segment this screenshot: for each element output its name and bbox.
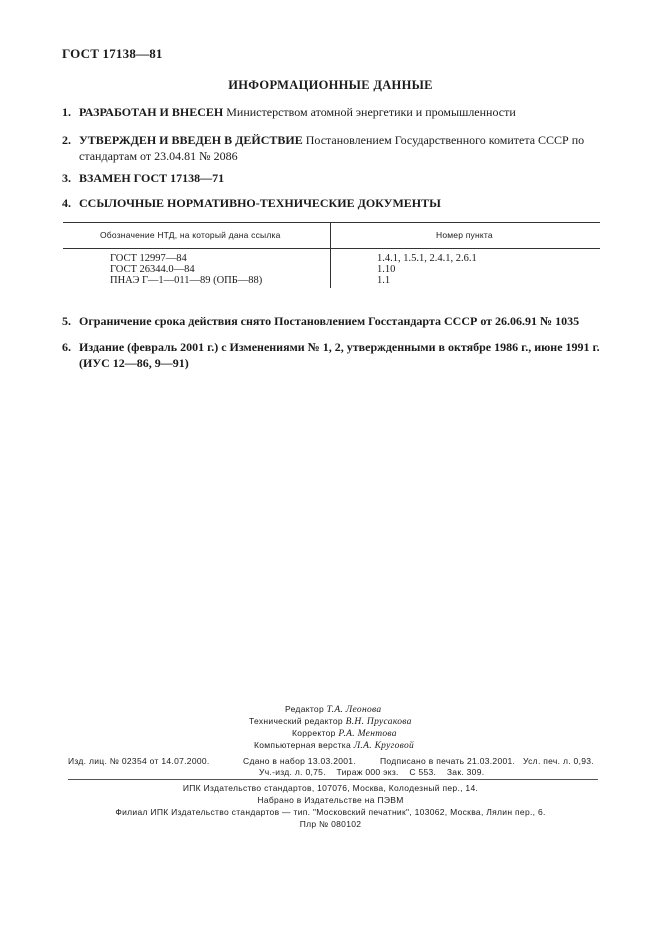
list-item <box>62 170 224 186</box>
item-number: 1. <box>62 105 71 119</box>
item-continuation: (ИУС 12—86, 9—91) <box>79 356 189 370</box>
credit-role: Компьютерная верстка <box>254 740 352 750</box>
list-item <box>62 339 600 371</box>
item-text: Постановлением Государственного комитета СССР по <box>302 133 585 147</box>
credit-line <box>285 704 381 715</box>
item-number: 2. <box>62 133 71 147</box>
credit-name: Р.А. Ментова <box>338 729 397 739</box>
imprint-sheets: Усл. печ. л. 0,93. <box>523 756 594 766</box>
credit-name: Л.А. Круговой <box>353 741 415 751</box>
item-text: Издание (февраль 2001 г.) с Изменениями № 1, 2, утвержденными в октябре 1986 г., июне 1991 г. <box>79 340 600 354</box>
item-continuation: стандартам от 23.04.81 № 2086 <box>79 149 238 163</box>
item-lead: УТВЕРЖДЕН И ВВЕДЕН В ДЕЙСТВИЕ <box>79 133 303 147</box>
item-number: 4. <box>62 196 71 210</box>
table-header-clause: Номер пункта <box>436 230 493 240</box>
table-cell: ПНАЭ Г—1—011—89 (ОПБ—88) <box>110 275 263 286</box>
credit-role: Технический редактор <box>249 716 343 726</box>
document-code: ГОСТ 17138—81 <box>62 46 163 61</box>
imprint-license: Изд. лиц. № 02354 от 14.07.2000. <box>68 756 210 766</box>
credit-line <box>292 728 397 739</box>
imprint-rule <box>68 779 598 780</box>
list-item <box>62 195 441 211</box>
imprint-publisher: ИПК Издательство стандартов, 107076, Москва, Колодезный пер., 14. <box>182 783 479 793</box>
section-title: ИНФОРМАЦИОННЫЕ ДАННЫЕ <box>228 78 433 92</box>
table-column-divider <box>330 222 331 288</box>
credit-name: В.Н. Прусакова <box>345 717 412 727</box>
credit-line <box>249 716 412 727</box>
item-text: Министерством атомной энергетики и промышленности <box>223 105 516 119</box>
table-top-rule <box>63 222 600 223</box>
credit-role: Редактор <box>285 704 324 714</box>
table-cell: 1.4.1, 1.5.1, 2.4.1, 2.6.1 <box>377 253 477 264</box>
item-lead: ВЗАМЕН ГОСТ 17138—71 <box>79 171 225 185</box>
list-item <box>62 132 584 164</box>
item-number: 6. <box>62 340 71 354</box>
imprint-typeset: Набрано в Издательстве на ПЭВМ <box>257 795 404 805</box>
imprint-plr: Плр № 080102 <box>299 819 362 829</box>
list-item <box>62 104 516 120</box>
imprint-print-date: Подписано в печать 21.03.2001. <box>380 756 516 766</box>
table-cell: ГОСТ 26344.0—84 <box>110 264 195 275</box>
table-header-designation: Обозначение НТД, на который дана ссылка <box>100 230 281 240</box>
item-number: 3. <box>62 171 71 185</box>
item-number: 5. <box>62 314 71 328</box>
list-item <box>62 313 579 329</box>
imprint-circulation: Уч.-изд. л. 0,75. Тираж 000 экз. С 553. Зак. 309. <box>259 767 485 777</box>
credit-role: Корректор <box>292 728 336 738</box>
table-cell: ГОСТ 12997—84 <box>110 253 187 264</box>
imprint-branch: Филиал ИПК Издательство стандартов — тип. "Московский печатник", 103062, Москва, Лялин пер., 6. <box>115 807 546 817</box>
imprint-typeset-date: Сдано в набор 13.03.2001. <box>243 756 356 766</box>
item-lead: ССЫЛОЧНЫЕ НОРМАТИВНО-ТЕХНИЧЕСКИЕ ДОКУМЕНТЫ <box>79 196 441 210</box>
credit-name: Т.А. Леонова <box>326 705 382 715</box>
table-header-rule <box>63 248 600 249</box>
table-cell: 1.10 <box>377 264 396 275</box>
credit-line <box>254 740 414 751</box>
item-text: Ограничение срока действия снято Постановлением Госстандарта СССР от 26.06.91 № 1035 <box>79 314 580 328</box>
table-cell: 1.1 <box>377 275 391 286</box>
item-lead: РАЗРАБОТАН И ВНЕСЕН <box>79 105 224 119</box>
